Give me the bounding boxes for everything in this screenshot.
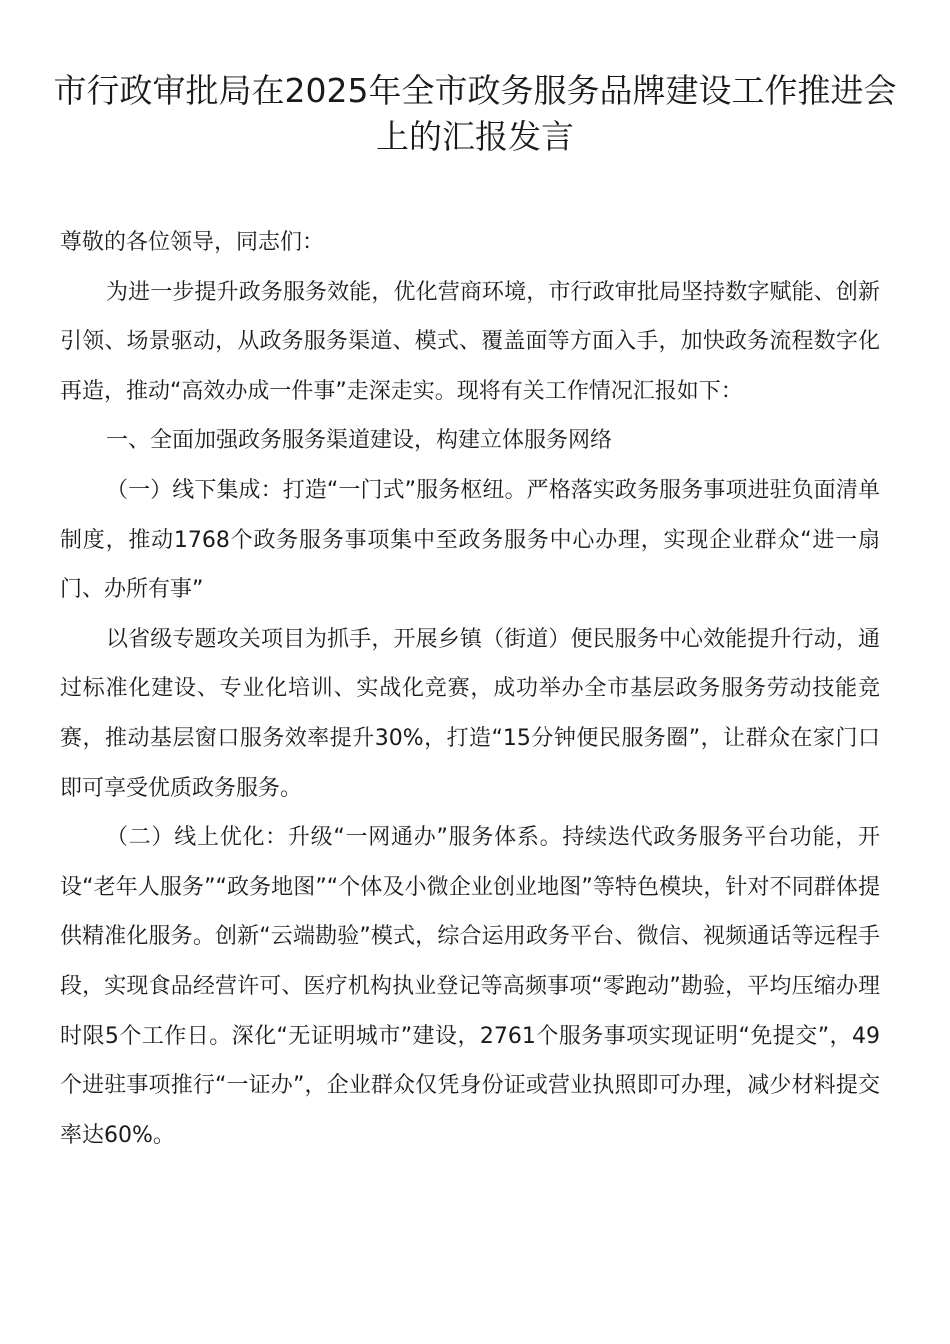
document-body: [60, 218, 880, 1160]
paragraph-online-optimization: （二）线上优化：升级“一网通办”服务体系。持续迭代政务服务平台功能，开设“老年人服务”“政务地图”“个体及小微企业创业地图”等特色模块，针对不同群体提供精准化服务。创新“云端勘验”模式，综合运用政务平台、微信、视频通话等远程手段，实现食品经营许可、医疗机构执业登记等高频事项“零跑动”勘验，平均压缩办理时限5个工作日。深化“无证明城市”建设，2761个服务事项实现证明“免提交”，49个进驻事项推行“一证办”，企业群众仅凭身份证或营业执照即可办理，减少材料提交率达60%。: [60, 825, 880, 1148]
section-heading-1: 一、全面加强政务服务渠道建设，构建立体服务网络: [106, 428, 613, 454]
salutation: 尊敬的各位领导，同志们：: [60, 230, 325, 255]
document-title: 市行政审批局在2025年全市政务服务品牌建设工作推进会上的汇报发言: [53, 71, 897, 156]
paragraph-offline-integration: （一）线下集成：打造“一门式”服务枢纽。严格落实政务服务事项进驻负面清单制度，推动1768个政务服务事项集中至政务服务中心办理，实现企业群众“进一扇门、办所有事”: [60, 477, 880, 603]
paragraph-intro: 为进一步提升政务服务效能，优化营商环境，市行政审批局坚持数字赋能、创新引领、场景驱动，从政务服务渠道、模式、覆盖面等方面入手，加快政务流程数字化再造，推动“高效办成一件事”走深走实。现将有关工作情况汇报如下：: [60, 279, 880, 404]
paragraph-township-centers: 以省级专题攻关项目为抓手，开展乡镇（街道）便民服务中心效能提升行动，通过标准化建设、专业化培训、实战化竞赛，成功举办全市基层政务服务劳动技能竞赛，推动基层窗口服务效率提升30%，打造“15分钟便民服务圈”，让群众在家门口即可享受优质政务服务。: [60, 626, 880, 801]
